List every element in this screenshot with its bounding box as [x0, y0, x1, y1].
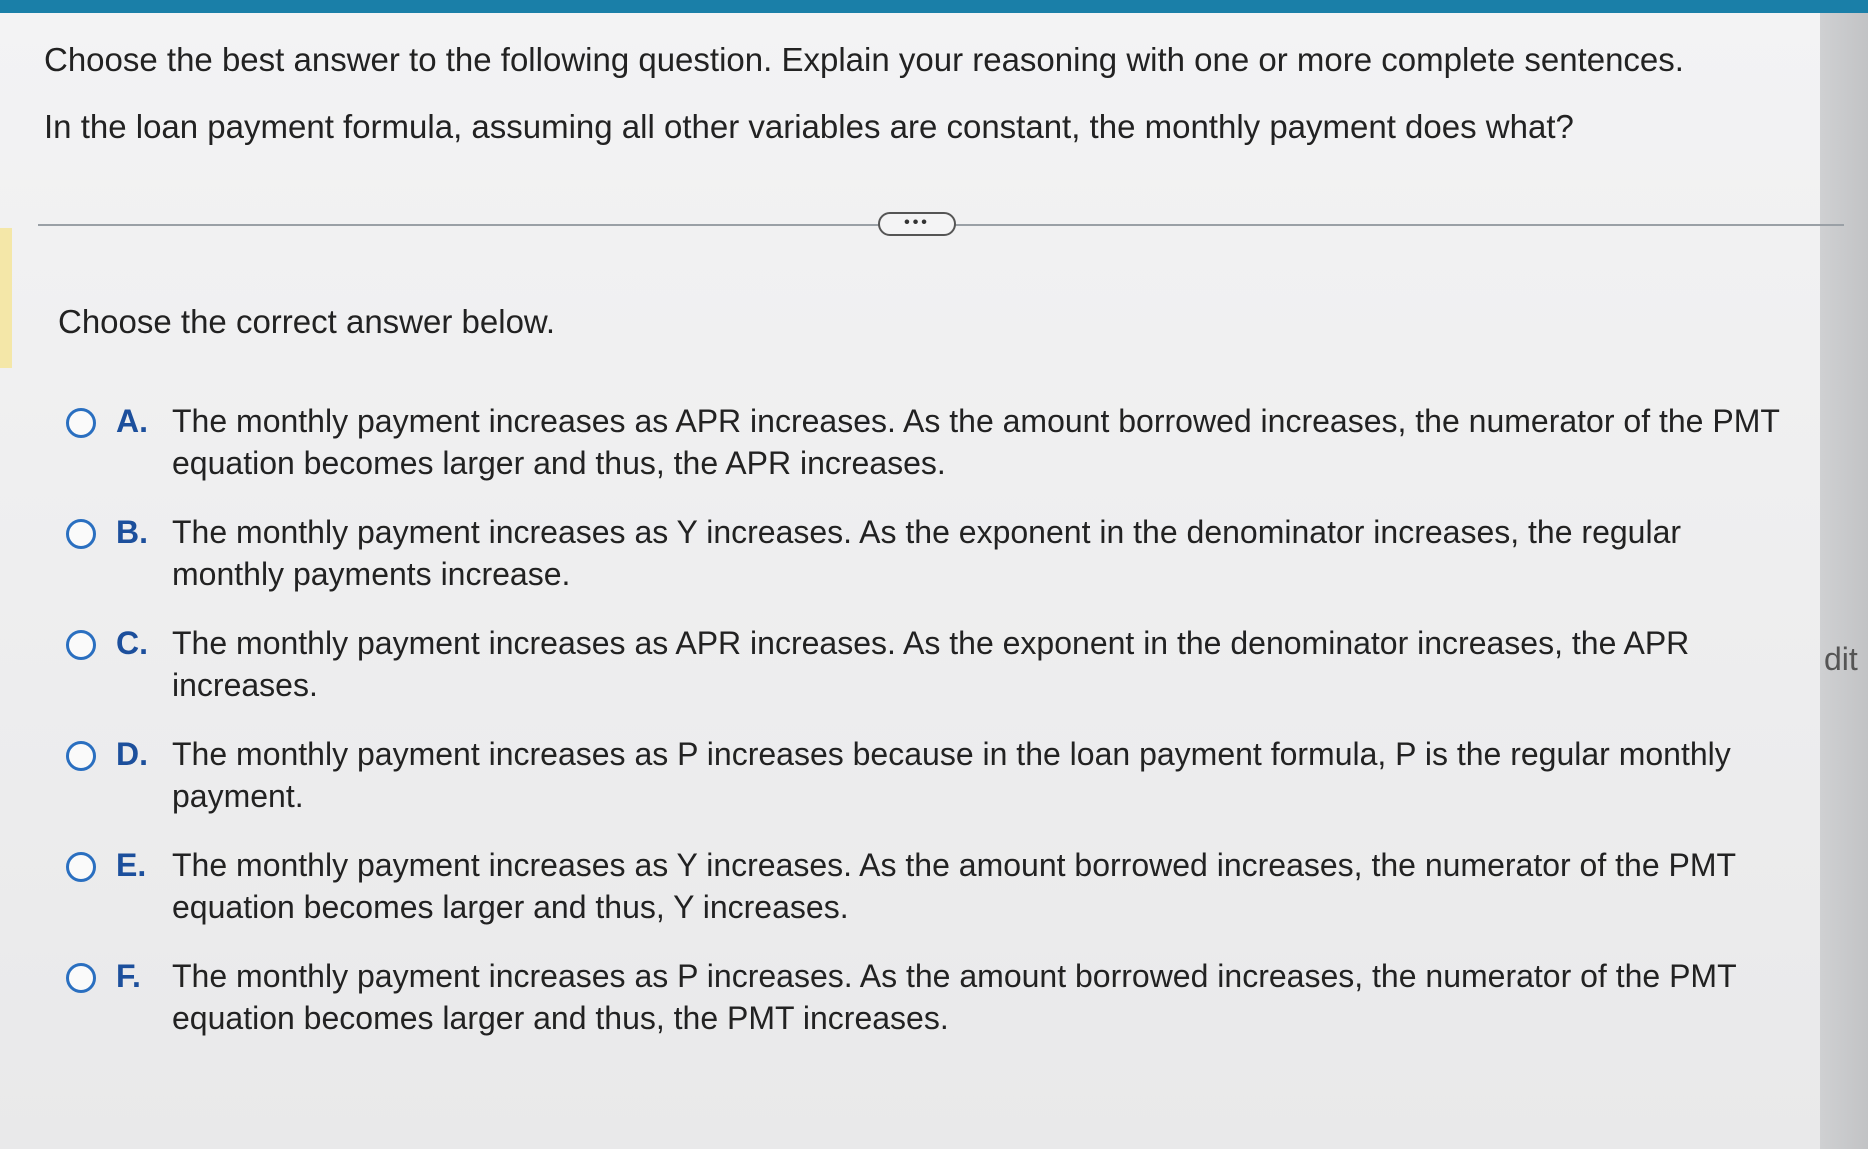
- option-e[interactable]: [66, 844, 1786, 928]
- radio-button-f[interactable]: [66, 963, 96, 993]
- option-text: The monthly payment increases as P increases because in the loan payment formula, P is the regular monthly payment.: [172, 736, 1731, 814]
- option-letter: D.: [116, 736, 148, 772]
- question-instruction: Choose the best answer to the following question. Explain your reasoning with one or more complete sentences.: [44, 41, 1684, 78]
- radio-button-b[interactable]: [66, 519, 96, 549]
- option-letter: C.: [116, 625, 148, 661]
- option-b[interactable]: [66, 511, 1786, 595]
- option-a[interactable]: [66, 400, 1786, 484]
- right-side-panel: [1820, 13, 1868, 1149]
- option-f[interactable]: [66, 955, 1786, 1039]
- option-text: The monthly payment increases as APR increases. As the exponent in the denominator increases, the APR increases.: [172, 625, 1690, 703]
- radio-button-c[interactable]: [66, 630, 96, 660]
- option-letter: B.: [116, 514, 148, 550]
- option-letter: E.: [116, 847, 147, 883]
- option-text: The monthly payment increases as Y increases. As the amount borrowed increases, the numerator of the PMT equation becomes larger and thus, Y increases.: [172, 847, 1736, 925]
- option-text: The monthly payment increases as Y increases. As the exponent in the denominator increases, the regular monthly payments increase.: [172, 514, 1682, 592]
- question-prompt: In the loan payment formula, assuming all other variables are constant, the monthly payment does what?: [44, 108, 1574, 145]
- option-letter: F.: [116, 958, 141, 994]
- answer-instructions: Choose the correct answer below.: [58, 303, 556, 340]
- answer-options-list: [66, 400, 1786, 1066]
- option-d[interactable]: [66, 733, 1786, 817]
- right-panel-partial-label: dit: [1824, 641, 1858, 677]
- radio-button-a[interactable]: [66, 408, 96, 438]
- radio-button-d[interactable]: [66, 741, 96, 771]
- top-bar: [0, 0, 1868, 13]
- question-header: [44, 40, 1744, 174]
- option-letter: A.: [116, 403, 148, 439]
- option-c[interactable]: [66, 622, 1786, 706]
- radio-button-e[interactable]: [66, 852, 96, 882]
- left-accent-strip: [0, 228, 12, 368]
- more-options-button[interactable]: •••: [878, 212, 956, 236]
- option-text: The monthly payment increases as P increases. As the amount borrowed increases, the numerator of the PMT equation becomes larger and thus, the PMT increases.: [172, 958, 1737, 1036]
- option-text: The monthly payment increases as APR increases. As the amount borrowed increases, the numerator of the PMT equation becomes larger and thus, the APR increases.: [172, 403, 1780, 481]
